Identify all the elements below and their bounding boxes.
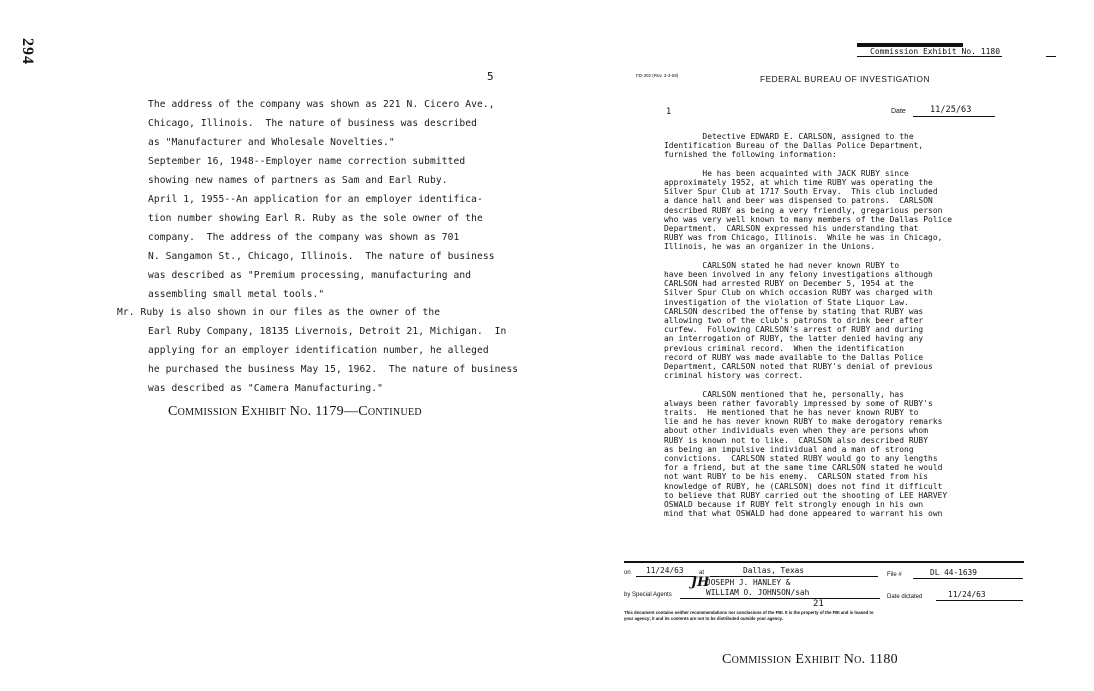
report-line: CARLSON stated he had never known RUBY to [664,260,900,270]
report-line: have been involved in any felony investigations although [664,270,933,279]
left-line: he purchased the business May 15, 1962. The nature of business [148,364,519,375]
agent-label: by Special Agents [624,592,672,598]
report-line: curfew. Following CARLSON's arrest of RUBY and during [664,325,924,335]
fbi-disclaimer [624,610,1024,621]
report-line: criminal history was correct. [664,371,804,381]
report-line: record of RUBY was made available to the Dallas Police [664,352,924,362]
agent-line-2: WILLIAM O. JOHNSON/sah [706,588,810,597]
exhibit-label-rule [857,56,1002,57]
report-line: RUBY is known not to like. CARLSON also described RUBY [664,435,929,445]
report-line: traits. He mentioned that he has never known RUBY to [664,408,919,417]
report-line: mind that what OSWALD had done appeared to warrant his own [664,509,943,519]
left-line: Earl Ruby Company, 18135 Livernois, Detroit 21, Michigan. In [148,326,507,337]
report-line: as being an impulsive individual and a man of strong [664,444,914,454]
page-mark: 21 [813,599,824,609]
right-exhibit-caption: Commission Exhibit No. 1180 [722,652,898,667]
report-line: described RUBY as being a very friendly, gregarious person [664,205,943,215]
report-line: Department, CARLSON noted that RUBY's denial of previous [664,362,933,371]
report-line: an interrogation of RUBY, the latter denied having any [664,334,924,344]
file-underline [913,578,1023,579]
agent-underline [680,598,880,599]
report-line: RUBY was from Chicago, Illinois. While he was in Chicago, [664,233,943,243]
on-underline [636,576,696,577]
report-line: Identification Bureau of the Dallas Police Department, [664,141,924,151]
report-line: OSWALD because if RUBY felt strongly enough in his own [664,500,924,509]
disclaimer-line: This document contains neither recommendations nor conclusions of the FBI. It is the property of the FBI and is loaned to [624,610,874,615]
report-line: Illinois, he was an organizer in the Unions. [664,242,876,252]
report-line: CARLSON mentioned that he, personally, has [664,389,905,399]
left-line: Chicago, Illinois. The nature of business was described [148,118,478,129]
left-line: was described as "Camera Manufacturing." [148,383,384,394]
handwritten-initials: JH [691,575,710,590]
left-line: was described as "Premium processing, manufacturing and [148,270,472,281]
left-line: Mr. Ruby is also shown in our files as the owner of the [117,307,441,318]
report-line: a dance hall and beer was dispensed to patrons. CARLSON [664,196,933,206]
report-line: about other individuals even when they are persons whom [664,426,929,436]
report-line: Department. CARLSON expressed his understanding that [664,224,919,233]
disclaimer-line: your agency; it and its contents are not to be distributed outside your agency. [624,615,783,621]
on-label: on [624,570,631,576]
report-line: He has been acquainted with JACK RUBY since [664,168,909,178]
at-underline [710,576,878,577]
left-line: tion number showing Earl R. Ruby as the sole owner of the [148,213,483,224]
left-line: applying for an employer identification number, he alleged [148,345,489,356]
left-line: showing new names of partners as Sam and Earl Ruby. [148,175,448,186]
at-value: Dallas, Texas [743,566,805,575]
dictated-label: Date dictated [887,594,923,600]
agent-line-1: JOSEPH J. HANLEY & [706,578,791,587]
dictated-value: 11/24/63 [948,590,986,599]
left-line: The address of the company was shown as 221 N. Cicero Ave., [148,99,495,110]
report-line: lie and he has never known RUBY to make derogatory remarks [664,417,943,427]
left-line: September 16, 1948--Employer name correction submitted [148,156,466,167]
report-line: CARLSON described the offense by stating that RUBY was [664,306,924,316]
report-line: CARLSON had arrested RUBY on December 5, 1954 at the [664,279,914,289]
file-label: File # [887,572,902,578]
dictated-underline [936,600,1023,601]
report-line: Silver Spur Club on which occasion RUBY was charged with [664,288,933,298]
date-label: Date [891,108,906,115]
left-line: company. The address of the company was shown as 701 [148,232,460,243]
report-line: Silver Spur Club at 1717 South Ervay. This club included [664,187,938,197]
footer-rule [624,561,1024,563]
report-line: previous criminal record. When the identification [664,343,905,353]
report-page-number: 1 [666,107,672,117]
on-value: 11/24/63 [646,566,684,575]
exhibit-label-dash [1046,56,1056,57]
report-line: furnished the following information: [664,150,837,160]
left-line: April 1, 1955--An application for an employer identifica- [148,194,483,205]
left-line: as "Manufacturer and Wholesale Novelties." [148,137,395,148]
report-line: always been rather favorably impressed by some of RUBY's [664,398,933,408]
report-line: not want RUBY to be his enemy. CARLSON stated from his [664,472,929,482]
report-line: approximately 1952, at which time RUBY was operating the [664,178,933,187]
report-line: allowing two of the club's patrons to drink beer after [664,316,924,325]
report-line: Detective EDWARD E. CARLSON, assigned to the [664,132,914,141]
left-line: assembling small metal tools." [148,289,325,300]
report-line: for a friend, but at the same time CARLSON stated he would [664,463,943,473]
left-line: N. Sangamon St., Chicago, Illinois. The nature of business [148,251,495,262]
page-number: 294 [19,38,36,65]
report-line: investigation of the violation of State Liquor Law. [664,297,909,307]
report-line: convictions. CARLSON stated RUBY would go to any lengths [664,454,938,463]
report-line: who was very well known to many members of the Dallas Police [664,214,953,224]
agency-heading: FEDERAL BUREAU OF INVESTIGATION [760,74,930,84]
left-exhibit-caption: Commission Exhibit No. 1179—Continued [168,404,422,419]
date-underline [913,116,995,117]
date-value: 11/25/63 [930,105,972,115]
form-number: FD-302 (Rev. 3-3-59) [636,73,679,78]
file-value: DL 44-1639 [930,568,977,577]
left-page-marker: 5 [487,70,494,83]
report-line: to believe that RUBY carried out the shooting of LEE HARVEY [664,490,948,500]
report-line: knowledge of RUBY, he (CARLSON) does not find it difficult [664,481,943,491]
exhibit-label: Commission Exhibit No. 1180 [870,47,1001,56]
at-label: at [699,570,705,576]
